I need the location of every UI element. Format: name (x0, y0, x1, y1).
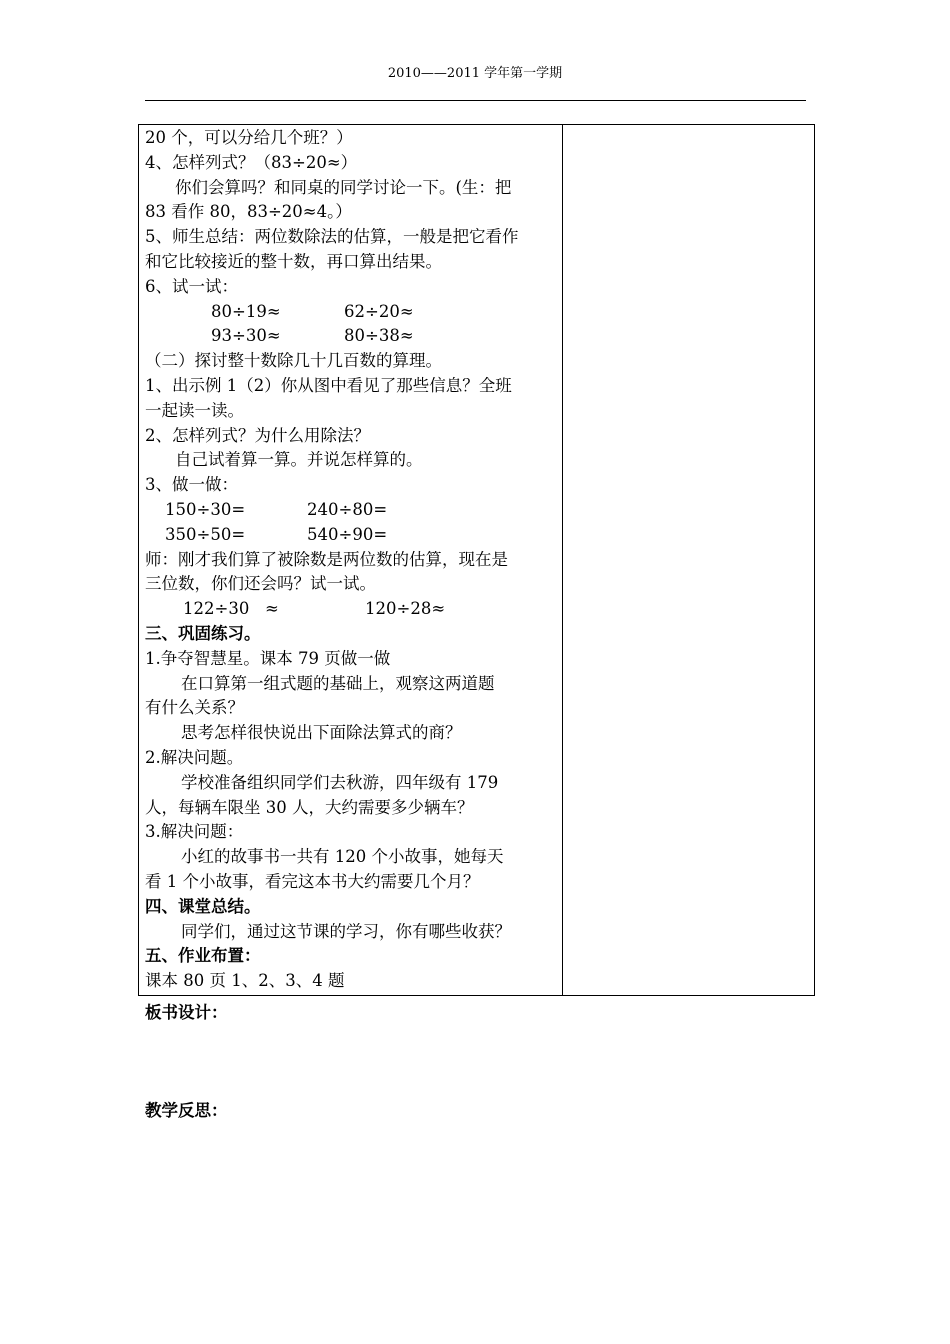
lesson-line: 三位数，你们还会吗？试一试。 (145, 574, 376, 594)
lesson-line: 思考怎样很快说出下面除法算式的商？ (181, 723, 462, 743)
lesson-line: 课本 80 页 1、2、3、4 题 (145, 971, 345, 991)
lesson-line: 5、师生总结：两位数除法的估算，一般是把它看作 (145, 227, 519, 247)
lesson-line: 师：刚才我们算了被除数是两位数的估算，现在是 (145, 549, 508, 569)
exercise-row (145, 498, 557, 523)
lesson-table (138, 124, 815, 996)
lesson-line: 3、做一做： (145, 475, 238, 495)
lesson-line: 你们会算吗？和同桌的同学讨论一下。(生：把 (175, 177, 512, 197)
blackboard-design-label: 板书设计： (145, 1003, 228, 1022)
lesson-content-cell (145, 126, 557, 994)
exercise-item: 122÷30 ≈ (183, 599, 279, 619)
lesson-line: 小红的故事书一共有 120 个小故事，她每天 (181, 847, 504, 867)
page-header: 2010——2011 学年第一学期 (387, 66, 563, 81)
lesson-line: 一起读一读。 (145, 400, 244, 420)
lesson-line: 和它比较接近的整十数，再口算出结果。 (145, 251, 442, 271)
section-heading: 五、作业布置： (145, 946, 261, 966)
exercise-item: 62÷20≈ (344, 301, 414, 321)
exercise-row (145, 597, 557, 622)
exercise-item: 540÷90= (307, 524, 388, 544)
lesson-line: 自己试着算一算。并说怎样算的。 (175, 450, 423, 470)
lesson-line: 4、怎样列式？（83÷20≈） (145, 152, 358, 172)
teaching-reflection-label: 教学反思： (145, 1101, 228, 1120)
lesson-line: 学校准备组织同学们去秋游，四年级有 179 (181, 772, 499, 792)
lesson-line: 在口算第一组式题的基础上，观察这两道题 (181, 673, 495, 693)
lesson-line: 同学们，通过这节课的学习，你有哪些收获？ (181, 921, 511, 941)
notes-cell (563, 125, 814, 995)
lesson-line: 1.争夺智慧星。课本 79 页做一做 (145, 648, 391, 668)
lesson-line: 有什么关系？ (145, 698, 244, 718)
lesson-line: 2、怎样列式？为什么用除法？ (145, 425, 370, 445)
exercise-row (145, 523, 557, 548)
exercise-item: 350÷50= (165, 524, 246, 544)
exercise-item: 93÷30≈ (211, 326, 281, 346)
lesson-line: 83 看作 80，83÷20≈4。） (145, 202, 352, 222)
exercise-row (145, 324, 557, 349)
exercise-item: 80÷38≈ (344, 326, 414, 346)
lesson-line: 3.解决问题： (145, 822, 244, 842)
header-rule (145, 100, 806, 101)
section-heading: 三、巩固练习。 (145, 623, 261, 643)
exercise-item: 240÷80= (307, 499, 388, 519)
exercise-item: 120÷28≈ (365, 599, 446, 619)
lesson-line: 6、试一试： (145, 276, 238, 296)
lesson-line: 2.解决问题。 (145, 747, 244, 767)
lesson-line: （二）探讨整十数除几十几百数的算理。 (145, 351, 442, 371)
exercise-item: 150÷30= (165, 499, 246, 519)
lesson-line: 1、出示例 1（2）你从图中看见了那些信息？全班 (145, 375, 512, 395)
exercise-item: 80÷19≈ (211, 301, 281, 321)
exercise-row (145, 300, 557, 325)
lesson-line: 人，每辆车限坐 30 人，大约需要多少辆车？ (145, 797, 474, 817)
section-heading: 四、课堂总结。 (145, 896, 261, 916)
lesson-line: 20 个，可以分给几个班？） (145, 128, 353, 147)
lesson-line: 看 1 个小故事，看完这本书大约需要几个月？ (145, 871, 480, 891)
